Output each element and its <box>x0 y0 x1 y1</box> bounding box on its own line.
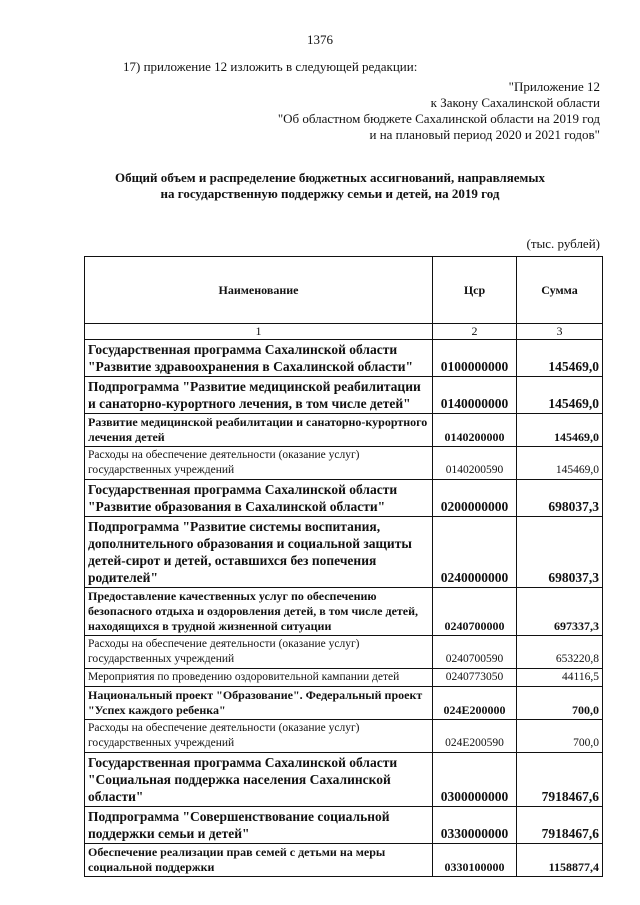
table-row <box>85 340 603 377</box>
column-number: 3 <box>517 324 603 340</box>
table-row <box>85 517 603 588</box>
table-row <box>85 669 603 687</box>
row-code: 0200000000 <box>433 480 517 517</box>
row-sum: 653220,8 <box>517 636 603 669</box>
row-name: Расходы на обеспечение деятельности (оказание услуг) государственных учреждений <box>85 447 433 480</box>
row-name: Предоставление качественных услуг по обеспечению безопасного отдыха и оздоровления детей, в том числе детей, находящихся в трудной жизненной ситуации <box>85 588 433 636</box>
row-code: 0140200590 <box>433 447 517 480</box>
row-code: 0240000000 <box>433 517 517 588</box>
row-sum: 1158877,4 <box>517 844 603 877</box>
row-sum: 7918467,6 <box>517 807 603 844</box>
row-code: 0240700590 <box>433 636 517 669</box>
row-sum: 145469,0 <box>517 377 603 414</box>
row-sum: 44116,5 <box>517 669 603 687</box>
row-name: Подпрограмма "Развитие медицинской реабилитации и санаторно-курортного лечения, в том числе детей" <box>85 377 433 414</box>
column-number-row <box>85 324 603 340</box>
row-code: 0300000000 <box>433 753 517 807</box>
table-row <box>85 636 603 669</box>
table-row <box>85 588 603 636</box>
table-row <box>85 807 603 844</box>
row-sum: 7918467,6 <box>517 753 603 807</box>
header-code: Цср <box>433 257 517 324</box>
row-name: Государственная программа Сахалинской области "Развитие образования в Сахалинской области" <box>85 480 433 517</box>
header-name: Наименование <box>85 257 433 324</box>
budget-table <box>84 256 603 877</box>
appendix-reference <box>278 79 600 143</box>
table-row <box>85 414 603 447</box>
table-row <box>85 753 603 807</box>
column-number: 1 <box>85 324 433 340</box>
row-code: 0330100000 <box>433 844 517 877</box>
title-line: на государственную поддержку семьи и детей, на 2019 год <box>160 186 500 201</box>
row-name: Обеспечение реализации прав семей с детьми на меры социальной поддержки <box>85 844 433 877</box>
row-sum: 700,0 <box>517 720 603 753</box>
row-code: 0240700000 <box>433 588 517 636</box>
document-title <box>60 170 600 202</box>
table-row <box>85 844 603 877</box>
table-row <box>85 447 603 480</box>
appendix-line: и на плановый период 2020 и 2021 годов" <box>369 127 600 142</box>
row-name: Национальный проект "Образование". Федеральный проект "Успех каждого ребенка" <box>85 687 433 720</box>
row-name: Расходы на обеспечение деятельности (оказание услуг) государственных учреждений <box>85 720 433 753</box>
table-row <box>85 687 603 720</box>
row-name: Государственная программа Сахалинской области "Развитие здравоохранения в Сахалинской области" <box>85 340 433 377</box>
table-row <box>85 720 603 753</box>
row-sum: 700,0 <box>517 687 603 720</box>
row-name: Государственная программа Сахалинской области "Социальная поддержка населения Сахалинской области" <box>85 753 433 807</box>
units-label: (тыс. рублей) <box>526 236 600 251</box>
table-header-row <box>85 257 603 324</box>
column-number: 2 <box>433 324 517 340</box>
row-code: 0140200000 <box>433 414 517 447</box>
row-name: Подпрограмма "Совершенствование социальной поддержки семьи и детей" <box>85 807 433 844</box>
title-line: Общий объем и распределение бюджетных ассигнований, направляемых <box>114 170 546 185</box>
appendix-line: к Закону Сахалинской области <box>430 95 600 110</box>
row-sum: 145469,0 <box>517 340 603 377</box>
row-name: Подпрограмма "Развитие системы воспитания, дополнительного образования и социальной защиты детей-сирот и детей, оставшихся без попечения родителей" <box>85 517 433 588</box>
row-name: Мероприятия по проведению оздоровительной кампании детей <box>85 669 433 687</box>
table-row <box>85 480 603 517</box>
row-sum: 145469,0 <box>517 414 603 447</box>
header-sum: Сумма <box>517 257 603 324</box>
row-code: 0240773050 <box>433 669 517 687</box>
row-sum: 698037,3 <box>517 517 603 588</box>
row-code: 0140000000 <box>433 377 517 414</box>
row-sum: 697337,3 <box>517 588 603 636</box>
row-sum: 698037,3 <box>517 480 603 517</box>
row-sum: 145469,0 <box>517 447 603 480</box>
row-code: 0100000000 <box>433 340 517 377</box>
intro-text: 17) приложение 12 изложить в следующей редакции: <box>123 59 418 74</box>
table-row <box>85 377 603 414</box>
page-number: 1376 <box>307 32 333 47</box>
appendix-line: "Приложение 12 <box>508 79 600 94</box>
row-name: Развитие медицинской реабилитации и санаторно-курортного лечения детей <box>85 414 433 447</box>
row-code: 0330000000 <box>433 807 517 844</box>
row-code: 024E200590 <box>433 720 517 753</box>
appendix-line: "Об областном бюджете Сахалинской области на 2019 год <box>277 111 600 126</box>
row-name: Расходы на обеспечение деятельности (оказание услуг) государственных учреждений <box>85 636 433 669</box>
row-code: 024E200000 <box>433 687 517 720</box>
